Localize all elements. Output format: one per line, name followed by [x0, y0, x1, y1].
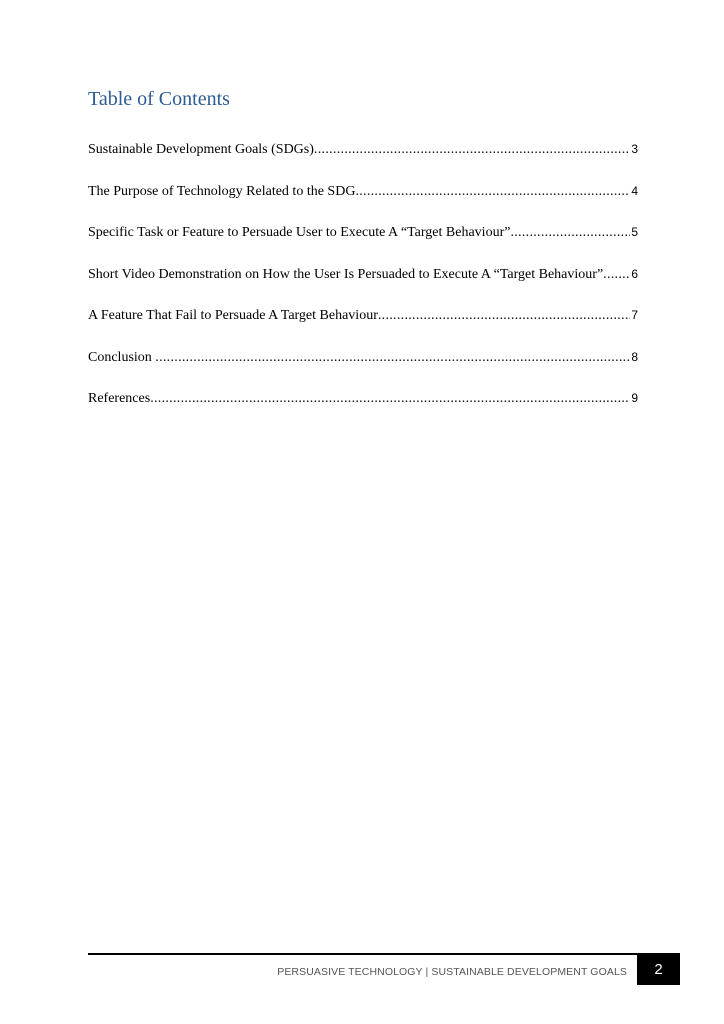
toc-entry-page: 9	[631, 391, 638, 405]
toc-entry[interactable]	[88, 181, 638, 223]
toc-entry-page: 8	[631, 349, 638, 364]
toc-entry-page: 3	[631, 142, 638, 156]
toc-entry[interactable]	[88, 305, 638, 347]
footer-divider	[88, 953, 680, 955]
toc-entry-title: Conclusion	[88, 349, 156, 365]
toc-entry-page: 7	[631, 308, 638, 322]
toc-leader-dots	[150, 389, 630, 409]
toc-leader-dots	[355, 182, 630, 202]
toc-leader-dots	[155, 348, 630, 368]
toc-entry[interactable]	[88, 347, 638, 389]
toc-leader-dots	[378, 306, 630, 326]
toc-entry[interactable]	[88, 264, 638, 306]
toc-entry-title: The Purpose of Technology Related to the SDG	[88, 183, 356, 199]
toc-entry-page: 4	[631, 183, 638, 198]
toc-entry[interactable]	[88, 139, 638, 181]
toc-entry-title: Sustainable Development Goals (SDGs)	[88, 142, 314, 157]
toc-entry[interactable]	[88, 388, 638, 430]
toc-entry-title: Short Video Demonstration on How the User Is Persuaded to Execute A “Target Behaviour”	[88, 266, 604, 282]
toc-leader-dots	[314, 140, 630, 160]
page-number: 2	[637, 955, 680, 985]
toc-list	[88, 139, 638, 430]
toc-leader-dots	[603, 265, 630, 285]
toc-entry-page: 6	[631, 266, 638, 281]
toc-leader-dots	[510, 223, 630, 243]
toc-entry-title: Specific Task or Feature to Persuade User to Execute A “Target Behaviour”	[88, 225, 511, 240]
footer-title: PERSUASIVE TECHNOLOGY | SUSTAINABLE DEVELOPMENT GOALS	[277, 966, 627, 978]
toc-entry-title: References	[88, 391, 151, 406]
toc-heading: Table of Contents	[88, 88, 230, 110]
toc-entry[interactable]	[88, 222, 638, 264]
toc-entry-page: 5	[631, 225, 638, 239]
toc-entry-title: A Feature That Fail to Persuade A Target Behaviour	[88, 308, 378, 323]
